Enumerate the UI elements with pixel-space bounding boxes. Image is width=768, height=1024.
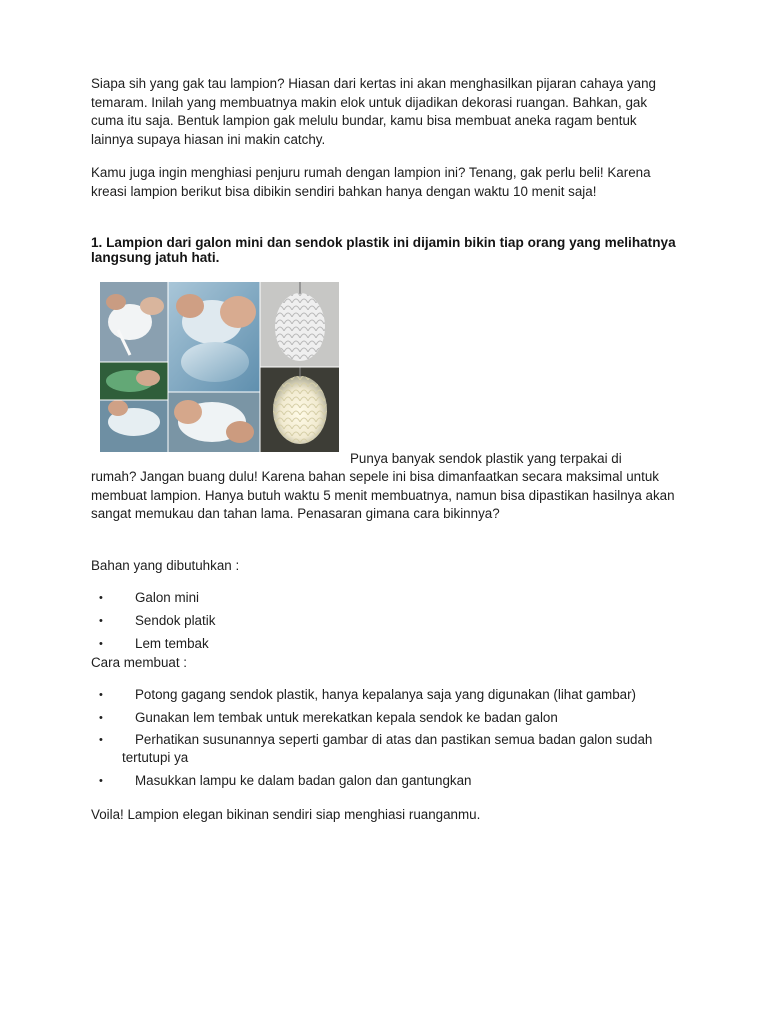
spoon-lantern-collage-image — [100, 282, 339, 452]
bullet-icon: • — [99, 592, 103, 604]
bullet-icon: • — [99, 733, 103, 746]
bullet-icon: • — [99, 689, 103, 701]
section-heading: 1. Lampion dari galon mini dan sendok plastik ini dijamin bikin tiap orang yang melihatnya langsung jatuh hati. — [91, 235, 676, 265]
list-item: • Potong gagang sendok plastik, hanya kepalanya saja yang digunakan (lihat gambar) — [91, 686, 681, 705]
materials-list — [91, 589, 681, 658]
list-item: • Masukkan lampu ke dalam badan galon dan gantungkan — [91, 772, 681, 790]
list-item: • Sendok platik — [91, 612, 681, 635]
list-item: • Lem tembak — [91, 635, 681, 658]
bullet-icon: • — [99, 711, 103, 724]
bullet-icon: • — [99, 615, 103, 627]
steps-label: Cara membuat : — [91, 655, 188, 670]
intro-paragraph-2: Kamu juga ingin menghiasi penjuru rumah dengan lampion ini? Tenang, gak perlu beli! Karena kreasi lampion berikut bisa dibikin sendiri bahkan hanya dengan waktu 10 menit saja! — [91, 165, 651, 199]
materials-label: Bahan yang dibutuhkan : — [91, 558, 240, 573]
bullet-icon: • — [99, 638, 103, 650]
steps-list — [91, 686, 681, 794]
bullet-icon: • — [99, 774, 103, 787]
list-item: • Perhatikan susunannya seperti gambar di atas dan pastikan semua badan galon sudah tertutupi ya — [99, 731, 653, 765]
section-paragraph-first-line: Punya banyak sendok plastik yang terpakai di — [350, 451, 622, 466]
closing-paragraph: Voila! Lampion elegan bikinan sendiri siap menghiasi ruanganmu. — [91, 807, 481, 822]
intro-paragraph-1: Siapa sih yang gak tau lampion? Hiasan dari kertas ini akan menghasilkan pijaran cahaya yang temaram. Inilah yang membuatnya makin elok untuk dijadikan dekorasi ruangan. Bahkan, gak cuma itu saja. Bentuk lampion gak melulu bundar, kamu bisa membuat aneka ragam bentuk lainnya supaya hiasan ini makin catchy. — [91, 76, 656, 147]
list-item: • Galon mini — [91, 589, 681, 612]
section-paragraph: rumah? Jangan buang dulu! Karena bahan sepele ini bisa dimanfaatkan secara maksimal untuk membuat lampion. Hanya butuh waktu 5 menit membuatnya, namun bisa dipastikan hasilnya akan sangat memukau dan tahan lama. Penasaran gimana cara bikinnya? — [91, 469, 675, 521]
list-item: • Gunakan lem tembak untuk merekatkan kepala sendok ke badan galon — [91, 709, 681, 727]
